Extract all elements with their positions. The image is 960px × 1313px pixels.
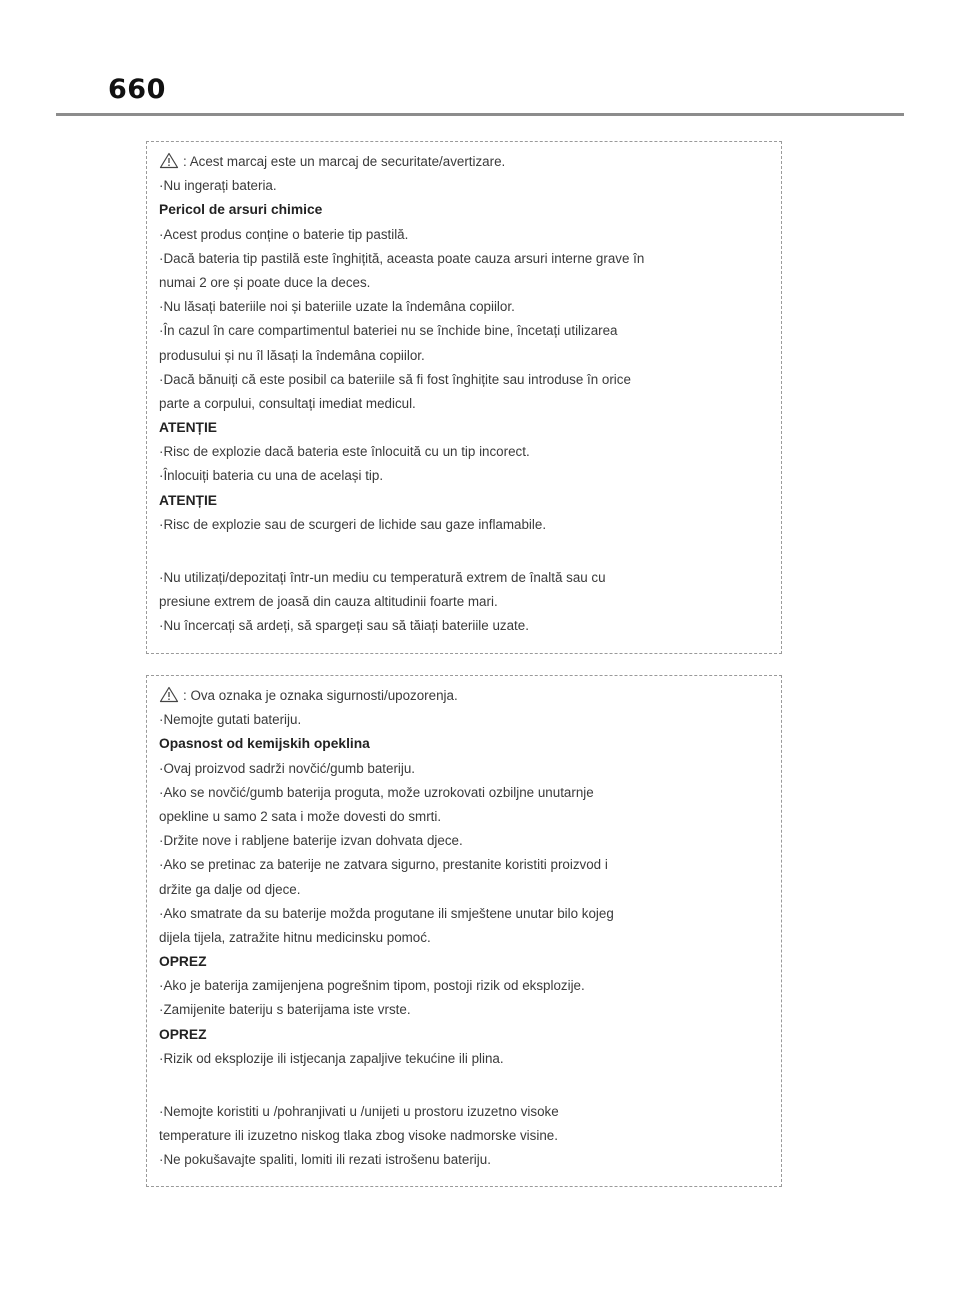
text-line: ·Ako se pretinac za baterije ne zatvara sigurno, prestanite koristiti proizvod i xyxy=(159,857,608,873)
text-line: ·Dacă bateria tip pastilă este înghițită, aceasta poate cauza arsuri interne grave în xyxy=(159,250,645,266)
section-heading: Opasnost od kemijskih opeklina xyxy=(159,736,370,752)
warning-triangle-icon xyxy=(159,686,179,708)
text-line: ·În cazul în care compartimentul bateriei nu se închide bine, încetați utilizarea xyxy=(159,323,618,339)
warning-triangle-icon xyxy=(159,152,179,174)
text-line: ·Ako smatrate da su baterije možda progutane ili smještene unutar bilo kojeg xyxy=(159,905,614,921)
text-line: temperature ili izuzetno niskog tlaka zbog visoke nadmorske visine. xyxy=(159,1128,558,1144)
text-line: parte a corpului, consultați imediat medicul. xyxy=(159,395,416,411)
text-line: ·Ovaj proizvod sadrži novčić/gumb bateriju. xyxy=(159,760,416,776)
text-line: presiune extrem de joasă din cauza altitudinii foarte mari. xyxy=(159,594,498,610)
text-line: dijela tijela, zatražite hitnu medicinsku pomoć. xyxy=(159,929,431,945)
section-heading: ATENȚIE xyxy=(159,420,217,436)
text-line: ·Nu utilizați/depozitați într-un mediu cu temperatură extrem de înaltă sau cu xyxy=(159,570,606,585)
text-line: ·Acest produs conține o baterie tip pastilă. xyxy=(159,226,409,242)
warning-intro-line xyxy=(159,684,769,708)
text-line: ·Înlocuiți bateria cu una de același tip. xyxy=(159,468,384,484)
warning-intro-text: : Acest marcaj este un marcaj de securitate/avertizare. xyxy=(183,154,506,169)
text-line: ·Nu încercați să ardeți, să spargeți sau să tăiați bateriile uzate. xyxy=(159,618,529,634)
warning-lines xyxy=(159,174,769,638)
warning-lines xyxy=(159,708,769,1172)
warning-box-croatian xyxy=(146,675,782,1187)
text-line: ·Nu lăsați bateriile noi și bateriile uzate la îndemâna copiilor. xyxy=(159,299,515,315)
text-line: produsului și nu îl lăsați la îndemâna copiilor. xyxy=(159,347,425,363)
text-line: ·Risc de explozie sau de scurgeri de lichide sau gaze inflamabile. xyxy=(159,516,547,532)
text-line: držite ga dalje od djece. xyxy=(159,881,301,897)
page-number: 660 xyxy=(108,74,166,105)
text-line: ·Risc de explozie dacă bateria este înlocuită cu un tip incorect. xyxy=(159,444,530,460)
section-heading: Pericol de arsuri chimice xyxy=(159,202,323,218)
warning-box-romanian xyxy=(146,141,782,654)
text-line: ·Nemojte koristiti u /pohranjivati u /unijeti u prostoru izuzetno visoke xyxy=(159,1104,559,1119)
text-line: ·Nu ingerați bateria. xyxy=(159,178,277,194)
paragraph-gap xyxy=(159,1071,769,1100)
section-heading: ATENȚIE xyxy=(159,492,217,508)
header-rule xyxy=(56,113,904,116)
text-line: ·Rizik od eksplozije ili istjecanja zapaljive tekućine ili plina. xyxy=(159,1050,504,1066)
text-line: numai 2 ore și poate duce la deces. xyxy=(159,274,371,290)
text-line: ·Ako je baterija zamijenjena pogrešnim tipom, postoji rizik od eksplozije. xyxy=(159,978,585,994)
text-line: ·Ako se novčić/gumb baterija proguta, može uzrokovati ozbiljne unutarnje xyxy=(159,784,594,800)
warning-intro-text: : Ova oznaka je oznaka sigurnosti/upozorenja. xyxy=(183,688,458,703)
text-line: ·Nemojte gutati bateriju. xyxy=(159,712,302,728)
warning-intro-line xyxy=(159,150,769,174)
text-line: opekline u samo 2 sata i može dovesti do smrti. xyxy=(159,808,442,824)
section-heading: OPREZ xyxy=(159,954,207,970)
text-line: ·Zamijenite bateriju s baterijama iste vrste. xyxy=(159,1002,411,1018)
text-line: ·Dacă bănuiți că este posibil ca bateriile să fi fost înghițite sau introduse în orice xyxy=(159,371,631,387)
section-heading: OPREZ xyxy=(159,1026,207,1042)
text-line: ·Držite nove i rabljene baterije izvan dohvata djece. xyxy=(159,833,463,849)
paragraph-gap xyxy=(159,537,769,566)
text-line: ·Ne pokušavajte spaliti, lomiti ili rezati istrošenu bateriju. xyxy=(159,1152,491,1168)
